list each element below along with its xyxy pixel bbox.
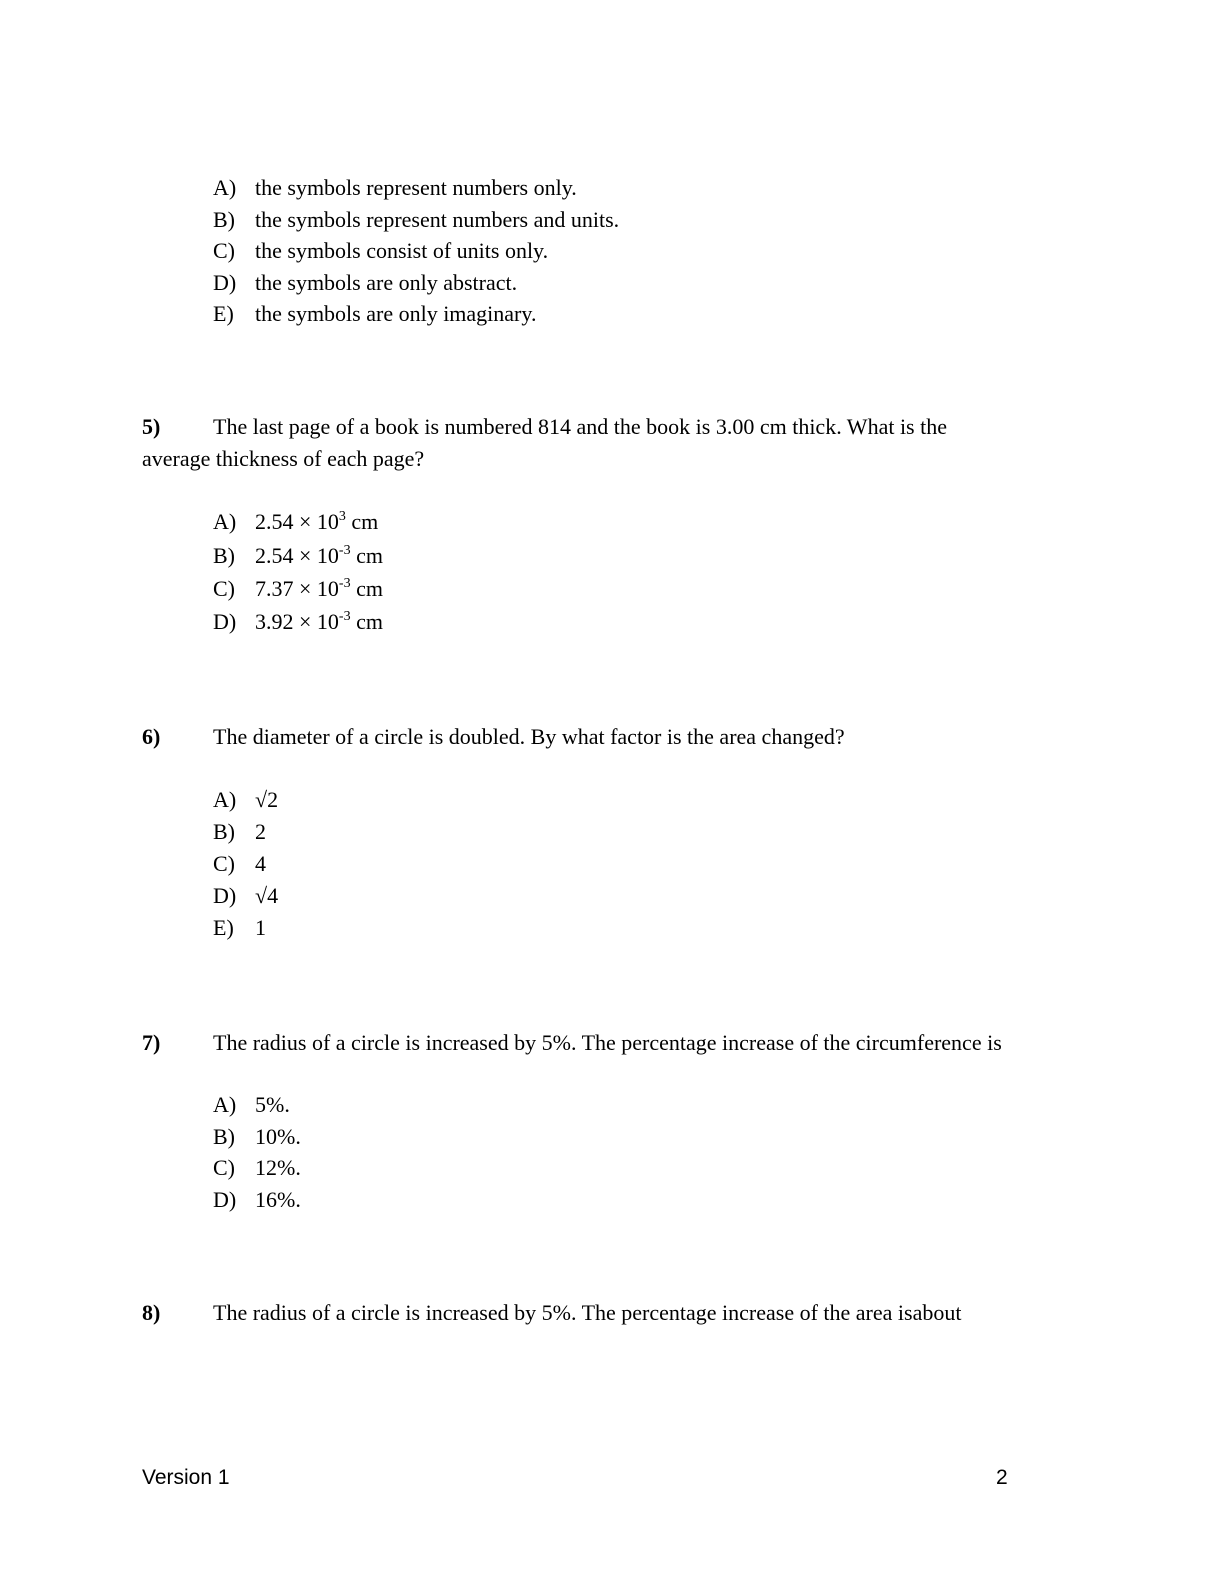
q6-option-e xyxy=(213,914,266,942)
option-unit: cm xyxy=(345,509,379,534)
option-text: 4 xyxy=(255,851,266,876)
option-exponent: -3 xyxy=(338,576,351,591)
q5-option-a xyxy=(213,508,378,536)
q7-option-c xyxy=(213,1154,301,1182)
option-unit: cm xyxy=(350,609,383,634)
option-text: √4 xyxy=(255,883,279,908)
option-text: √2 xyxy=(255,787,279,812)
option-letter: A) xyxy=(213,175,237,200)
q5-text-line2: average thickness of each page? xyxy=(142,446,425,471)
q6-option-c xyxy=(213,850,266,878)
option-letter: E) xyxy=(213,915,234,940)
q7-number: 7) xyxy=(142,1030,161,1055)
option-letter: D) xyxy=(213,1187,237,1212)
q6-option-a xyxy=(213,786,278,814)
q6-option-b xyxy=(213,818,266,846)
option-mantissa: 7.37 × 10 xyxy=(255,576,339,601)
option-exponent: 3 xyxy=(338,509,346,524)
option-letter: D) xyxy=(213,609,237,634)
q8-number: 8) xyxy=(142,1300,161,1325)
footer-page-number: 2 xyxy=(996,1466,1008,1489)
option-letter: C) xyxy=(213,1155,235,1180)
q6-number: 6) xyxy=(142,724,161,749)
option-unit: cm xyxy=(350,543,383,568)
q4-option-e xyxy=(213,300,536,328)
option-letter: E) xyxy=(213,301,234,326)
option-text: the symbols represent numbers and units. xyxy=(255,207,620,232)
option-text: 10%. xyxy=(255,1124,301,1149)
option-mantissa: 3.92 × 10 xyxy=(255,609,339,634)
q4-option-b xyxy=(213,206,619,234)
option-text: 16%. xyxy=(255,1187,301,1212)
option-mantissa: 2.54 × 10 xyxy=(255,509,339,534)
q5-option-b xyxy=(213,542,383,570)
option-text: 12%. xyxy=(255,1155,301,1180)
option-text: the symbols represent numbers only. xyxy=(255,175,577,200)
option-text: 5%. xyxy=(255,1092,290,1117)
q7-text: The radius of a circle is increased by 5%. The percentage increase of the circumference is xyxy=(213,1030,1002,1055)
q7-option-a xyxy=(213,1091,290,1119)
option-letter: A) xyxy=(213,787,237,812)
option-text: the symbols are only abstract. xyxy=(255,270,518,295)
option-letter: C) xyxy=(213,851,235,876)
option-letter: B) xyxy=(213,1124,235,1149)
q7-option-b xyxy=(213,1123,301,1151)
q4-option-c xyxy=(213,237,548,265)
option-letter: B) xyxy=(213,543,235,568)
q7-option-d xyxy=(213,1186,301,1214)
option-mantissa: 2.54 × 10 xyxy=(255,543,339,568)
q6-text: The diameter of a circle is doubled. By what factor is the area changed? xyxy=(213,724,845,749)
option-exponent: -3 xyxy=(338,609,351,624)
option-exponent: -3 xyxy=(338,543,351,558)
q8-text: The radius of a circle is increased by 5%. The percentage increase of the area isabout xyxy=(213,1300,962,1325)
option-letter: C) xyxy=(213,576,235,601)
q4-option-a xyxy=(213,174,577,202)
q5-option-d xyxy=(213,608,383,636)
q6-option-d xyxy=(213,882,278,910)
option-letter: A) xyxy=(213,509,237,534)
option-letter: D) xyxy=(213,270,237,295)
q5-number: 5) xyxy=(142,414,161,439)
option-unit: cm xyxy=(350,576,383,601)
q5-text-line1: The last page of a book is numbered 814 and the book is 3.00 cm thick. What is the xyxy=(213,414,947,439)
option-text: 2 xyxy=(255,819,266,844)
q5-option-c xyxy=(213,575,383,603)
option-text: 1 xyxy=(255,915,266,940)
option-text: the symbols consist of units only. xyxy=(255,238,549,263)
option-text: the symbols are only imaginary. xyxy=(255,301,537,326)
option-letter: A) xyxy=(213,1092,237,1117)
option-letter: D) xyxy=(213,883,237,908)
footer-version: Version 1 xyxy=(142,1466,230,1489)
q4-option-d xyxy=(213,269,517,297)
option-letter: C) xyxy=(213,238,235,263)
option-letter: B) xyxy=(213,819,235,844)
option-letter: B) xyxy=(213,207,235,232)
